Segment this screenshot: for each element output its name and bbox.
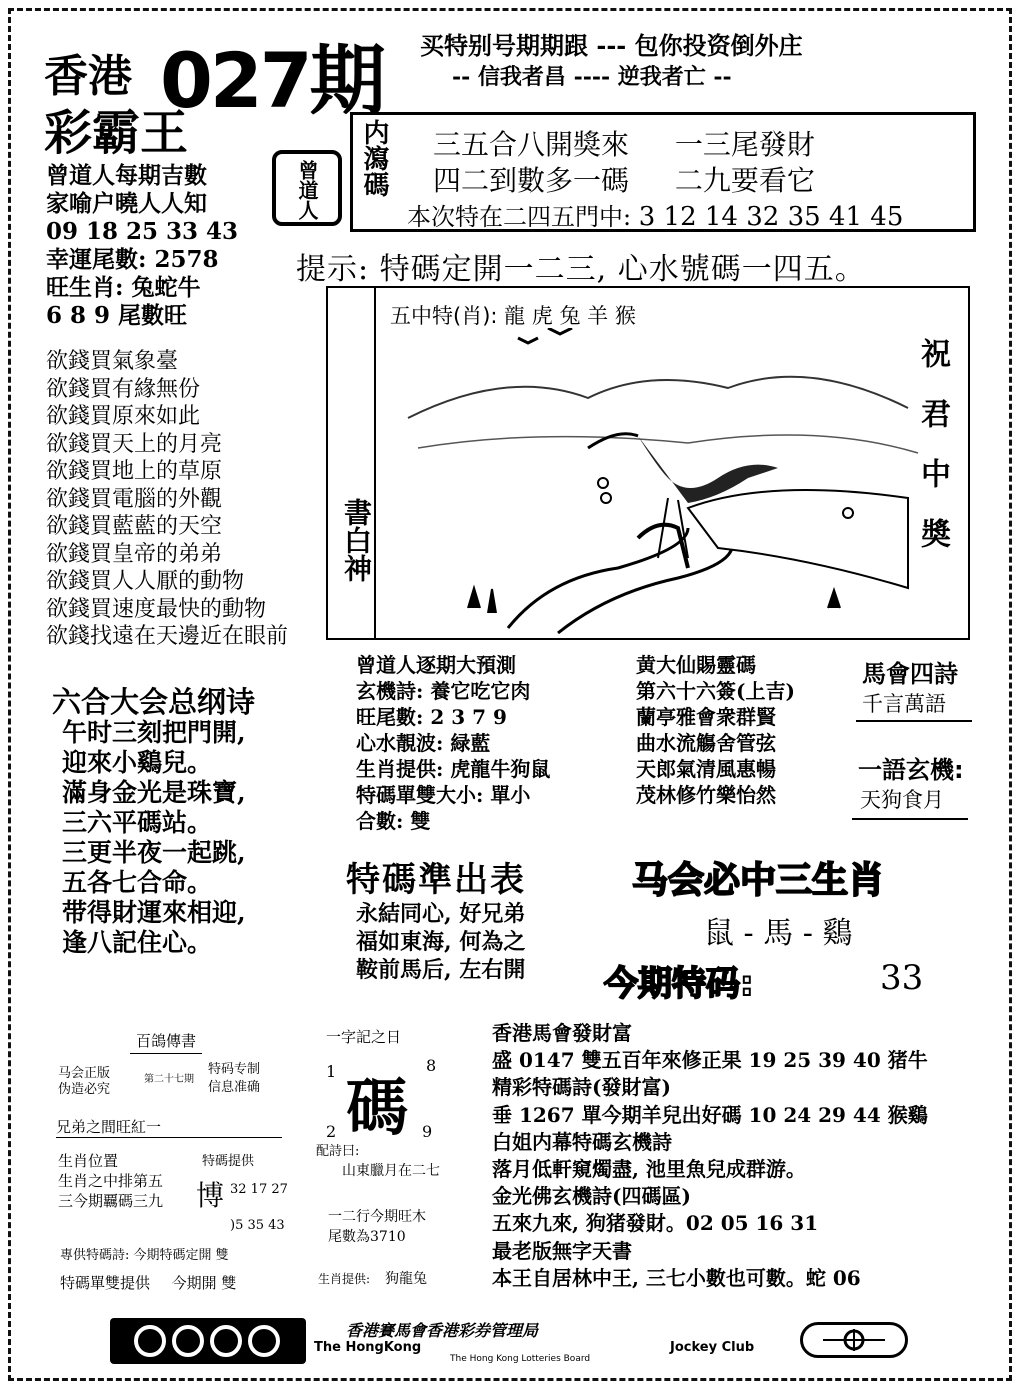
one-word-n1: 1 [326,1062,337,1081]
poem-title: 六合大会总纲诗 [52,685,256,719]
clip-pos-3: 三今期覊碼三九 [58,1192,164,1210]
huang-line: 蘭亭雅會衆群賢 [636,705,776,729]
lucky-tail-value: 2578 [154,246,219,273]
clip-bo: 博 [196,1179,225,1212]
want-buy-item: 欲錢找遠在天邊近在眼前 [46,624,289,649]
poem-line: 午时三刻把門開, [62,718,246,747]
bottom-right-line: 盛 0147 雙五百年來修正果 19 25 39 40 猪牛 [492,1048,928,1073]
clip-poem-label: 專供特碼詩: [60,1248,130,1263]
intro-block [46,162,276,330]
riddle-title: 一語玄機: [858,756,964,784]
inner-line-2a: 四二到數多一碼 [433,164,630,197]
inner-code-box [350,112,976,232]
one-word-title: 一字記之日 [326,1028,402,1046]
clip-pos-1: 生肖位置 [58,1152,119,1170]
clip-brothers: 兄弟之間旺紅一 [56,1116,282,1138]
inner-line-1 [433,123,815,163]
clip-oddeven-value: 今期開 雙 [171,1274,237,1292]
lotteries-emblem-icon [803,1325,905,1355]
special-table-line: 鞍前馬后, 左右開 [356,957,526,983]
poem-line: 三六平碼站。 [62,808,213,837]
bottom-right-line: 香港馬會發財富 [492,1021,632,1045]
prediction-line: 合數: 雙 [356,809,431,833]
four-poems-box [856,688,972,722]
special-table-line: 福如東海, 何為之 [356,929,526,955]
huang-line: 曲水流觴舍管弦 [636,731,776,755]
clip-pos-2: 生肖之中排第五 [58,1172,164,1190]
inner-line-1b: 一三尾發財 [674,128,815,161]
inner-line-3-numbers: 3 12 14 32 35 41 45 [638,202,904,232]
huang-block [636,652,795,808]
clip-nums-1: 32 17 27 [230,1182,288,1197]
special-table-line: 永結同心, 好兄弟 [356,901,526,927]
four-poems-title: 馬會四詩 [862,660,958,688]
intro-line: 家喻户曉人人知 [46,190,207,217]
issue-number: 027期 [160,36,383,125]
lotteries-logo-right [800,1322,908,1358]
huang-line: 黄大仙賜靈碼 [636,653,756,677]
one-word-n8: 8 [426,1056,437,1075]
bottom-right-line: 白姐内幕特碼玄機詩 [492,1129,672,1154]
prediction-line: 特碼單雙大小: 單小 [356,783,531,807]
brand-top: 香港 [44,51,132,102]
want-buy-item: 欲錢買皇帝的弟弟 [46,541,223,567]
special-number-value: 33 [880,958,924,998]
want-buy-item: 欲錢買人人厭的動物 [46,569,245,594]
poem-line: 滿身金光是珠寶, [62,778,246,807]
hot-zodiac [46,274,276,302]
huang-line: 天郎氣清風惠暢 [636,757,776,781]
clip-panel [46,1022,308,1312]
one-word-zodiac-label: 生肖提供: [318,1272,371,1286]
inner-line-1a: 三五合八開獎來 [433,128,630,161]
one-word-poem-label: 配詩曰: [316,1144,360,1159]
huang-line: 第六十六簽(上吉) [636,679,795,703]
painting-frame [326,286,970,640]
inner-line-3-label: 本次特在二四五門中: [407,203,632,231]
one-word-panel [316,1022,476,1312]
poem-line: 逢八記住心。 [62,928,213,957]
prediction-block [356,652,550,834]
brand-bottom: 彩霸王 [44,105,189,161]
clip-oddeven [60,1272,236,1293]
prediction-line: 玄機詩: 養它吃它肉 [356,679,531,703]
three-zodiac-title: 马会必中三生肖 [632,860,885,901]
one-word-zodiac [318,1268,427,1288]
clip-left-1: 马会正版 [58,1066,111,1081]
clip-provide: 特碼提供 [202,1154,255,1169]
want-buy-item: 欲錢買速度最快的動物 [46,596,267,622]
clip-right-1: 特码专制 [208,1062,261,1077]
intro-line: 曾道人每期吉數 [46,162,207,189]
want-buy-item: 欲錢買天上的月亮 [46,431,223,457]
special-number-label: 今期特码: [604,964,754,1004]
want-buy-list [46,348,288,651]
bottom-right-line: 金光佛玄機詩(四碼區) [492,1184,691,1209]
footer-en-sub: The Hong Kong Lotteries Board [450,1354,591,1364]
want-buy-item: 欲錢買電腦的外觀 [46,486,223,512]
tail-note: 6 8 9 尾數旺 [46,302,188,329]
painting-caption: 五中特(肖): 龍 虎 兔 羊 猴 [390,304,636,328]
inner-line-2 [433,159,815,199]
seal-text: 曾道人 [295,160,319,220]
one-word-poem-value: 山東臘月在二七 [342,1163,440,1179]
intro-numbers: 09 18 25 33 43 [46,218,239,245]
poem-line: 三更半夜一起跳, [62,838,246,867]
special-table-title: 特碼準出表 [346,860,526,900]
hot-zodiac-value: 兔蛇牛 [131,274,201,301]
crane-landscape-illustration [388,328,928,638]
four-poems-value: 千言萬語 [862,692,946,716]
inner-line-3 [407,197,903,232]
painting-side-label: 書白神 [340,498,373,582]
poem-line: 带得財運來相迎, [62,898,246,927]
riddle-value: 天狗食月 [860,788,944,812]
bottom-right-line: 垂 1267 單今期羊兒出好碼 10 24 29 44 猴鷄 [492,1102,928,1127]
inner-code-label: 内瀉碼 [359,119,389,197]
one-word-n2: 2 [326,1122,337,1141]
one-word-tail-1: 一二行今期旺木 [328,1209,426,1225]
want-buy-item: 欲錢買藍藍的天空 [46,514,223,539]
clip-poem-value: 今期特碼定開 雙 [133,1248,229,1263]
clip-oddeven-label: 特碼單雙提供 [60,1274,151,1292]
lucky-tail [46,246,276,274]
bottom-right-line: 五來九來, 狗猪發財。02 05 16 31 [492,1211,819,1236]
footer-chinese: 香港賽馬會香港彩券管理局 [346,1321,539,1340]
one-word-n9: 9 [422,1122,433,1141]
want-buy-item: 欲錢買原來如此 [46,404,201,429]
lucky-tail-label: 幸運尾數: [46,246,147,273]
hot-zodiac-label: 旺生肖: [46,274,124,301]
poem-line: 迎來小鷄兒。 [62,748,213,777]
hkjc-logo-left [110,1318,306,1364]
one-word-char: 碼 [346,1071,409,1144]
three-zodiac-value: 鼠 - 馬 - 鷄 [704,916,853,951]
huang-line: 茂林修竹樂怡然 [636,783,776,807]
prediction-line: 心水靚波: 緑藍 [356,731,491,755]
special-table-body [356,900,525,984]
clip-left-2: 伪造必究 [58,1082,111,1097]
want-buy-item: 欲錢買氣象臺 [46,349,179,374]
poem-body [62,718,246,958]
bottom-right-block [492,1020,1006,1292]
clip-title: 百鴿傳書 [130,1030,202,1054]
bottom-right-line: 精彩特碼詩(發財富) [492,1075,671,1100]
one-word-tail-2: 尾數為3710 [328,1229,406,1245]
bottom-right-line: 本王自居林中王, 三七小數也可數。蛇 06 [492,1265,861,1290]
painting-side-strip [328,288,376,638]
want-buy-item: 欲錢買地上的草原 [46,459,223,484]
slogan-top: 买特别号期期跟 --- 包你投资倒外庄 [420,31,803,60]
clip-issue: 第二十七期 [144,1074,194,1085]
riddle-box [852,784,968,820]
bottom-right-line: 最老版無字天書 [492,1238,632,1263]
prediction-line: 生肖提供: 虎龍牛狗鼠 [356,757,551,781]
inner-line-2b: 二九要看它 [674,164,815,197]
prediction-line: 旺尾數: 2 3 7 9 [356,705,507,729]
bottom-right-line: 落月低軒窺燭盡, 池里魚兒成群游。 [492,1157,806,1182]
hint-text: 提示: 特碼定開一二三, 心水號碼一四五。 [296,252,866,287]
clip-poem [60,1244,229,1263]
want-buy-item: 欲錢買有緣無份 [46,376,201,402]
poem-line: 五各七合命。 [62,868,213,897]
footer [110,1318,920,1366]
clip-nums-2: )5 35 43 [230,1218,285,1233]
footer-en-right: Jockey Club [670,1340,755,1355]
hkjc-emblem-icon [110,1318,306,1364]
prediction-line: 曾道人逐期大預測 [356,653,516,677]
seal [272,150,342,226]
painting-blessing: 祝君中奬 [915,338,950,578]
one-word-zodiac-value: 狗龍兔 [384,1271,427,1287]
clip-right-2: 信息准确 [208,1080,261,1095]
slogan-bottom: -- 信我者昌 ---- 逆我者亡 -- [452,64,732,90]
footer-en-left: The HongKong [314,1340,422,1355]
